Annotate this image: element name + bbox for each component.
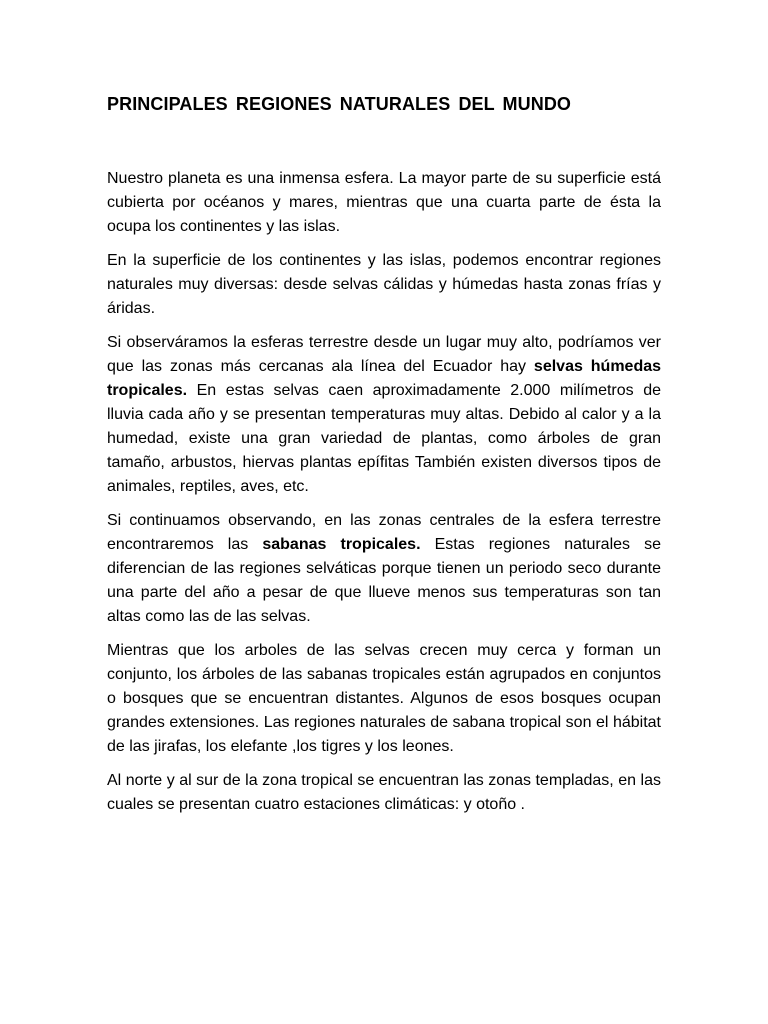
paragraph-6: Al norte y al sur de la zona tropical se encuentran las zonas templadas, en las cuales se presentan cuatro estaciones climáticas: y otoño . [107, 772, 661, 813]
paragraph-3-text-before: Si observáramos la esferas terrestre desde un lugar muy alto, podríamos ver que las zonas más cercanas ala línea del Ecuador hay [107, 334, 661, 375]
term-sabanas-tropicales: sabanas tropicales. [262, 536, 421, 553]
document-title: PRINCIPALES REGIONES NATURALES DEL MUNDO [107, 94, 572, 114]
document-body [107, 167, 661, 827]
paragraph-2: En la superficie de los continentes y las islas, podemos encontrar regiones naturales muy diversas: desde selvas cálidas y húmedas hasta zonas frías y áridas. [107, 252, 661, 317]
paragraph-3 [107, 331, 661, 499]
paragraph-1: Nuestro planeta es una inmensa esfera. La mayor parte de su superficie está cubierta por océanos y mares, mientras que una cuarta parte de ésta la ocupa los continentes y las islas. [107, 170, 661, 235]
paragraph-3-text-after: En estas selvas caen aproximadamente 2.000 milímetros de lluvia cada año y se presentan temperaturas muy altas. Debido al calor y a la humedad, existe una gran variedad de plantas, como árboles de gran tamaño, arbustos, hiervas plantas epífitas También existen diversos tipos de animales, reptiles, aves, etc. [107, 382, 661, 495]
term-selvas-humedas-tropicales: selvas húmedas tropicales. [107, 358, 662, 399]
paragraph-4-text-before: Si continuamos observando, en las zonas centrales de la esfera terrestre encontraremos las [107, 512, 661, 553]
paragraph-5: Mientras que los arboles de las selvas crecen muy cerca y forman un conjunto, los árboles de las sabanas tropicales están agrupados en conjuntos o bosques que se encuentran distantes. Algunos de esos bosques ocupan grandes extensiones. Las regiones naturales de sabana tropical son el hábitat de las jirafas, los elefante ,los tigres y los leones. [107, 642, 661, 755]
paragraph-4-text-after: Estas regiones naturales se diferencian de las regiones selváticas porque tienen un periodo seco durante una parte del año a pesar de que llueve menos sus temperaturas son tan altas como las de las selvas. [107, 536, 662, 625]
paragraph-4 [107, 509, 661, 629]
